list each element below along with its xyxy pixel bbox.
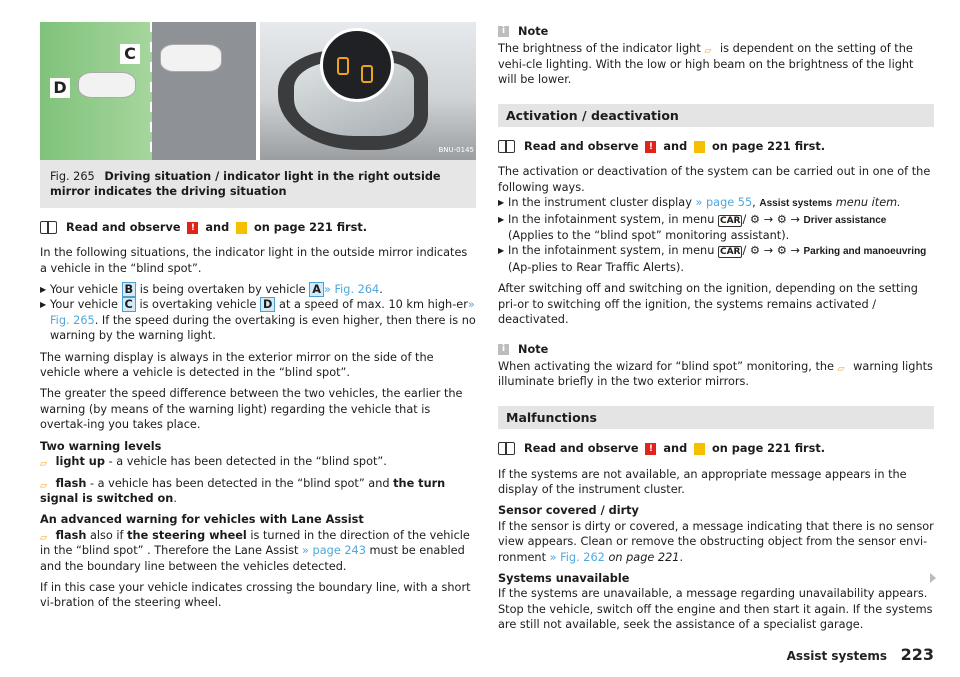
right-column: [498, 0, 934, 639]
note-brightness: The brightness of the indicator light ▱ is dependent on the setting of the vehi-cle lighting. With the low or high beam on the brightness of the light will be lower.: [498, 42, 914, 87]
driving-situation-illustration: [40, 22, 256, 160]
link-page-55[interactable]: » page 55: [695, 196, 753, 210]
figure-code: BNU-0145: [438, 145, 474, 154]
warning-red-icon: !: [645, 141, 656, 153]
read-observe: Read and observe ! and on page 221 first.: [498, 441, 934, 456]
vibration-paragraph: If in this case your vehicle indicates crossing the boundary line, with a short vi-bration of the steering wheel.: [40, 580, 471, 610]
intro-paragraph: In the following situations, the indicator light in the outside mirror indicates a vehicle in the “blind spot”.: [40, 246, 468, 275]
sensor-paragraph: If the sensor is dirty or covered, a message indicating that there is no sensor view appears. Clean or remove the obstructing object from the sensor envi-ronment » Fig. 262 on page 221.: [498, 519, 934, 564]
settings-icon: ⚙: [749, 244, 761, 258]
speed-paragraph: The greater the speed difference between the two vehicles, the earlier the warning (by means of the warning light) regarding the vehicle that is overtak-ing you takes place.: [40, 387, 463, 432]
vehicle-c: [160, 44, 222, 72]
bullet-cluster: ▶ In the instrument cluster display » page 55, Assist systems menu item.: [498, 195, 934, 211]
unavailable-heading: Systems unavailable: [498, 571, 630, 585]
page-footer: [787, 645, 934, 664]
menu-driver-assistance: Driver assistance: [803, 214, 887, 226]
car-menu-icon: CAR: [719, 215, 741, 226]
lane-heading: An advanced warning for vehicles with Lane Assist: [40, 513, 364, 527]
link-fig-262[interactable]: » Fig. 262: [549, 550, 605, 564]
book-icon: [498, 442, 515, 455]
vehicle-symbol-icon: [337, 57, 349, 75]
section-malfunctions: Malfunctions: [498, 406, 934, 429]
indicator-light-icon: ▱: [40, 459, 47, 470]
label-d: D: [50, 78, 70, 98]
indicator-zoom: [320, 28, 394, 102]
indicator-light-icon: ▱: [704, 46, 712, 57]
sensor-heading: Sensor covered / dirty: [498, 504, 639, 518]
warning-red-icon: !: [187, 222, 198, 234]
section-activation: Activation / deactivation: [498, 104, 934, 127]
note-heading: i Note: [498, 342, 934, 357]
left-column: [40, 0, 476, 617]
indicator-light-icon: ▱: [40, 532, 47, 543]
assist-icon: ⚙: [776, 244, 787, 258]
read-observe: Read and observe ! and on page 221 first.: [40, 220, 476, 235]
warning-yellow-icon: [236, 222, 247, 234]
warning-paragraph: The warning display is always in the exterior mirror on the side of the vehicle where a vehicle is detected in the “blind spot”.: [40, 350, 434, 380]
book-icon: [498, 140, 515, 153]
bullet-infotainment-parking: ▶ In the infotainment system, in menu CAR / ⚙ → ⚙ → Parking and manoeuvring (Ap-plies to Rear Traffic Alerts).: [498, 243, 934, 275]
lane-marking: [150, 22, 152, 160]
letter-b: B: [122, 282, 137, 297]
warning-yellow-icon: [694, 141, 705, 153]
bullet-infotainment-driver: ▶ In the infotainment system, in menu CAR / ⚙ → ⚙ → Driver assistance (Applies to the “blind spot” monitoring assistant).: [498, 212, 934, 244]
letter-a: A: [309, 282, 324, 297]
menu-parking: Parking and manoeuvring: [803, 246, 927, 258]
info-icon: i: [498, 26, 509, 37]
assist-icon: ⚙: [776, 212, 787, 226]
levels-heading: Two warning levels: [40, 439, 162, 453]
read-observe: Read and observe ! and on page 221 first.: [498, 139, 934, 154]
activation-paragraph: The activation or deactivation of the system can be carried out in one of the following ways.: [498, 165, 931, 194]
link-fig-264[interactable]: » Fig. 264: [323, 283, 380, 297]
settings-icon: ⚙: [749, 212, 761, 226]
book-icon: [40, 221, 57, 234]
link-page-243[interactable]: » page 243: [302, 544, 366, 558]
label-c: C: [120, 44, 140, 64]
indicator-light-icon: ▱: [40, 480, 47, 491]
lane-paragraph: ▱ flash also if the steering wheel is turned in the direction of the vehicle in the “blind spot” . Therefore the Lane Assist » page 243 must be enabled and the boundary line between the vehicles detected.: [40, 528, 470, 573]
letter-c: C: [122, 297, 136, 312]
warning-red-icon: !: [645, 443, 656, 455]
mirror-illustration: [260, 22, 476, 160]
chapter-title: Assist systems: [786, 649, 888, 663]
link-fig-265[interactable]: » Fig. 265: [50, 298, 475, 327]
caption-text: Driving situation / indicator light in the right outside mirror indicates the driving situation: [50, 170, 441, 199]
indicator-light-icon: ▱: [837, 363, 845, 374]
note-heading: i Note: [498, 24, 934, 39]
page-number: 223: [900, 645, 934, 664]
ignition-paragraph: After switching off and switching on the ignition, depending on the setting pri-or to switching off the ignition, the systems remains activated / deactivated.: [498, 282, 918, 327]
bullet-overtaking: ▶ Your vehicle C is overtaking vehicle D at a speed of max. 10 km high-er» Fig. 265. If the speed during the overtaking is even higher, then there is no warning by the warning light.: [40, 297, 476, 343]
menu-assist-systems: Assist systems: [759, 198, 833, 210]
note-wizard: When activating the wizard for “blind spot” monitoring, the ▱ warning lights illuminate briefly in the two exterior mirrors.: [498, 359, 933, 389]
figure-caption: [40, 160, 476, 208]
figure-265: [40, 22, 476, 160]
warning-yellow-icon: [694, 443, 705, 455]
continue-arrow-icon: [930, 573, 936, 583]
malfunction-paragraph: If the systems are not available, an appropriate message appears in the display of the instrument cluster.: [498, 467, 907, 496]
bullet-overtaken: ▶ Your vehicle B is being overtaken by vehicle A » Fig. 264.: [40, 282, 476, 297]
info-icon: i: [498, 344, 509, 355]
vehicle-symbol-icon: [361, 65, 373, 83]
caption-number: Fig. 265: [50, 170, 95, 183]
level-2: ▱ flash - a vehicle has been detected in the “blind spot” and the turn signal is switched on.: [40, 476, 446, 505]
unavailable-paragraph: If the systems are unavailable, a message regarding unavailability appears. Stop the vehicle, switch off the engine and then start it again. If the systems are still not available, seek the assistance of a specialist garage.: [498, 587, 933, 632]
car-menu-icon: CAR: [719, 247, 741, 258]
level-1: ▱ light up - a vehicle has been detected in the “blind spot”.: [40, 455, 387, 470]
letter-d: D: [260, 297, 275, 312]
vehicle-d: [78, 72, 136, 98]
